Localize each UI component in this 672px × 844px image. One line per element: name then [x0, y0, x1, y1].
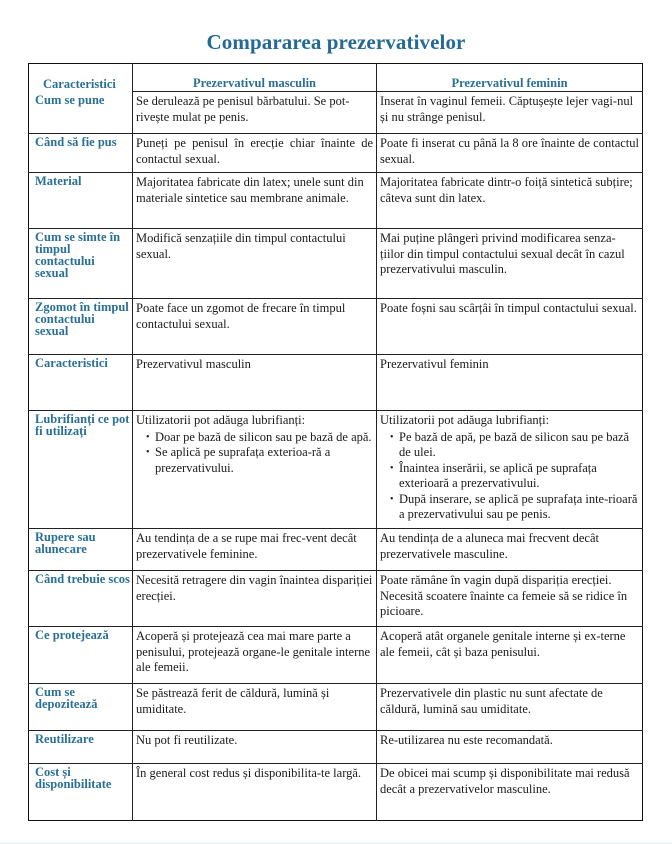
list-item: [146, 430, 373, 446]
female-cell: [377, 684, 643, 731]
table-row: [29, 355, 643, 411]
table-row: [29, 229, 643, 299]
female-text: Prezervativele din plastic nu sunt afectate de căldură, lumină sau umiditate.: [380, 686, 603, 716]
female-cell: [377, 299, 643, 355]
female-cell: [377, 134, 643, 173]
male-cell: [133, 731, 377, 764]
male-cell: [133, 529, 377, 571]
female-cell: [377, 355, 643, 411]
list-item-text: Se aplică pe suprafața exterioa-ră a prezervativului.: [155, 445, 331, 475]
bullet-icon: •: [390, 462, 394, 474]
male-cell: [133, 173, 377, 229]
female-text: Poate rămâne în vagin după dispariția erecției. Necesită scoatere înainte ca femeie să se ridice în picioare.: [380, 573, 628, 618]
female-text: Majoritatea fabricate dintr-o foiță sintetică subțire; câteva sunt din latex.: [380, 175, 633, 205]
row-label-cell: [29, 229, 133, 299]
male-cell: [133, 764, 377, 821]
female-cell: [377, 92, 643, 134]
female-cell: [377, 571, 643, 627]
female-text: Prezervativul feminin: [380, 357, 489, 371]
table-header-row: [29, 64, 643, 92]
table-row: [29, 529, 643, 571]
header-label: Prezervativul feminin: [451, 76, 568, 90]
male-text: Poate face un zgomot de frecare în timpul contactului sexual.: [136, 301, 346, 331]
male-text: În general cost redus și disponibilita-te largă.: [136, 766, 362, 780]
bullet-icon: •: [390, 431, 394, 443]
female-text: Poate foșni sau scârțâi în timpul contactului sexual.: [380, 301, 637, 315]
female-cell: [377, 627, 643, 684]
comparison-table: [28, 63, 643, 821]
table-row: [29, 299, 643, 355]
row-label: Zgomot în timpul contactului sexual: [35, 300, 129, 338]
female-text: Mai puține plângeri privind modificarea senza-țiilor din timpul contactului sexual decât în cazul prezervativului masculin.: [380, 231, 625, 276]
header-male-condom: [133, 64, 377, 92]
female-cell: [377, 731, 643, 764]
row-label-cell: [29, 173, 133, 229]
male-cell: [133, 411, 377, 529]
row-label: Rupere sau alunecare: [35, 530, 96, 556]
table-row: [29, 764, 643, 821]
row-label: Când trebuie scos: [35, 572, 130, 586]
female-text: Au tendința de a aluneca mai frecvent decât prezervativele masculine.: [380, 531, 599, 561]
header-characteristics: [29, 64, 133, 92]
header-label: Caracteristici: [43, 76, 116, 91]
male-text: Utilizatorii pot adăuga lubrifianți:: [136, 413, 306, 427]
bullet-icon: •: [146, 431, 150, 443]
row-label-cell: [29, 134, 133, 173]
male-text: Nu pot fi reutilizate.: [136, 733, 238, 747]
female-cell: [377, 764, 643, 821]
row-label-cell: [29, 529, 133, 571]
table-row: [29, 571, 643, 627]
row-label-cell: [29, 299, 133, 355]
male-text: Necesită retragere din vagin înaintea dispariției erecției.: [136, 573, 373, 603]
header-female-condom: [377, 64, 643, 92]
row-label: Ce protejează: [35, 628, 109, 642]
row-label-cell: [29, 764, 133, 821]
male-text: Au tendința de a se rupe mai frec-vent decât prezervativele feminine.: [136, 531, 357, 561]
row-label: Cum se simte în timpul contactului sexual: [35, 230, 121, 280]
male-cell: [133, 627, 377, 684]
row-label-cell: [29, 684, 133, 731]
row-label: Cum se depozitează: [35, 685, 98, 711]
male-cell: [133, 229, 377, 299]
table-row: [29, 92, 643, 134]
list-item: [390, 492, 639, 523]
male-cell: [133, 92, 377, 134]
list-item-text: Doar pe bază de silicon sau pe bază de apă.: [155, 429, 372, 444]
male-text: Prezervativul masculin: [136, 357, 251, 371]
table-row: [29, 173, 643, 229]
female-cell: [377, 229, 643, 299]
male-lubricant-list: [136, 430, 373, 477]
female-text: Re-utilizarea nu este recomandată.: [380, 733, 553, 747]
row-label: Material: [35, 174, 82, 188]
list-item: [146, 445, 373, 476]
male-cell: [133, 355, 377, 411]
male-text: Puneți pe penisul în erecție chiar înainte de contactul sexual.: [136, 136, 373, 166]
list-item-text: Înaintea inserării, se aplică pe suprafața exterioară a prezervativului.: [399, 460, 597, 490]
page-title: Compararea prezervativelor: [206, 30, 466, 54]
row-label-cell: [29, 571, 133, 627]
male-cell: [133, 134, 377, 173]
female-cell: [377, 529, 643, 571]
female-text: Utilizatorii pot adăuga lubrifianți:: [380, 413, 550, 427]
row-label: Reutilizare: [35, 732, 94, 746]
female-text: Acoperă atât organele genitale interne și ex-terne ale femeii, cât și baza penisului.: [380, 629, 626, 659]
row-label-cell: [29, 627, 133, 684]
male-text: Se derulează pe penisul bărbatului. Se pot-rivește mulat pe penis.: [136, 94, 350, 124]
female-text: Inserat în vaginul femeii. Căptușește lejer vagi-nul și nu strânge penisul.: [380, 94, 634, 124]
table-row: [29, 627, 643, 684]
row-label: Când să fie pus: [35, 135, 117, 149]
male-cell: [133, 571, 377, 627]
table-row: [29, 411, 643, 529]
table-row: [29, 134, 643, 173]
row-label-cell: [29, 92, 133, 134]
bullet-icon: •: [146, 447, 150, 458]
row-label: Lubrifianți ce pot fi utilizați: [35, 412, 130, 438]
male-text: Majoritatea fabricate din latex; unele sunt din materiale sintetice sau membrane animale.: [136, 175, 364, 205]
male-text: Acoperă și protejează cea mai mare parte a penisului, protejează organe-le genitale interne ale femeii.: [136, 629, 371, 674]
table-row: [29, 731, 643, 764]
row-label: Cum se pune: [35, 92, 105, 107]
row-label: Caracteristici: [35, 356, 108, 370]
list-item: [390, 430, 639, 461]
table-row: [29, 684, 643, 731]
male-text: Modifică senzațiile din timpul contactului sexual.: [136, 231, 346, 261]
female-text: Poate fi inserat cu până la 8 ore înainte de contactul sexual.: [380, 136, 639, 166]
male-text: Se păstrează ferit de căldură, lumină și umiditate.: [136, 686, 330, 716]
female-cell: [377, 411, 643, 529]
female-lubricant-list: [380, 430, 639, 523]
female-text: De obicei mai scump și disponibilitate mai redusă decât a prezervativelor masculine.: [380, 766, 630, 796]
male-cell: [133, 684, 377, 731]
row-label-cell: [29, 355, 133, 411]
female-cell: [377, 173, 643, 229]
list-item: [390, 461, 639, 492]
header-label: Prezervativul masculin: [192, 76, 316, 90]
bullet-icon: •: [390, 493, 394, 505]
list-item-text: Pe bază de apă, pe bază de silicon sau pe bază de ulei.: [399, 429, 630, 459]
list-item-text: După inserare, se aplică pe suprafața inte-rioară a prezervativului sau pe penis.: [399, 491, 638, 521]
row-label-cell: [29, 411, 133, 529]
row-label: Cost și disponibilitate: [35, 765, 112, 791]
male-cell: [133, 299, 377, 355]
row-label-cell: [29, 731, 133, 764]
